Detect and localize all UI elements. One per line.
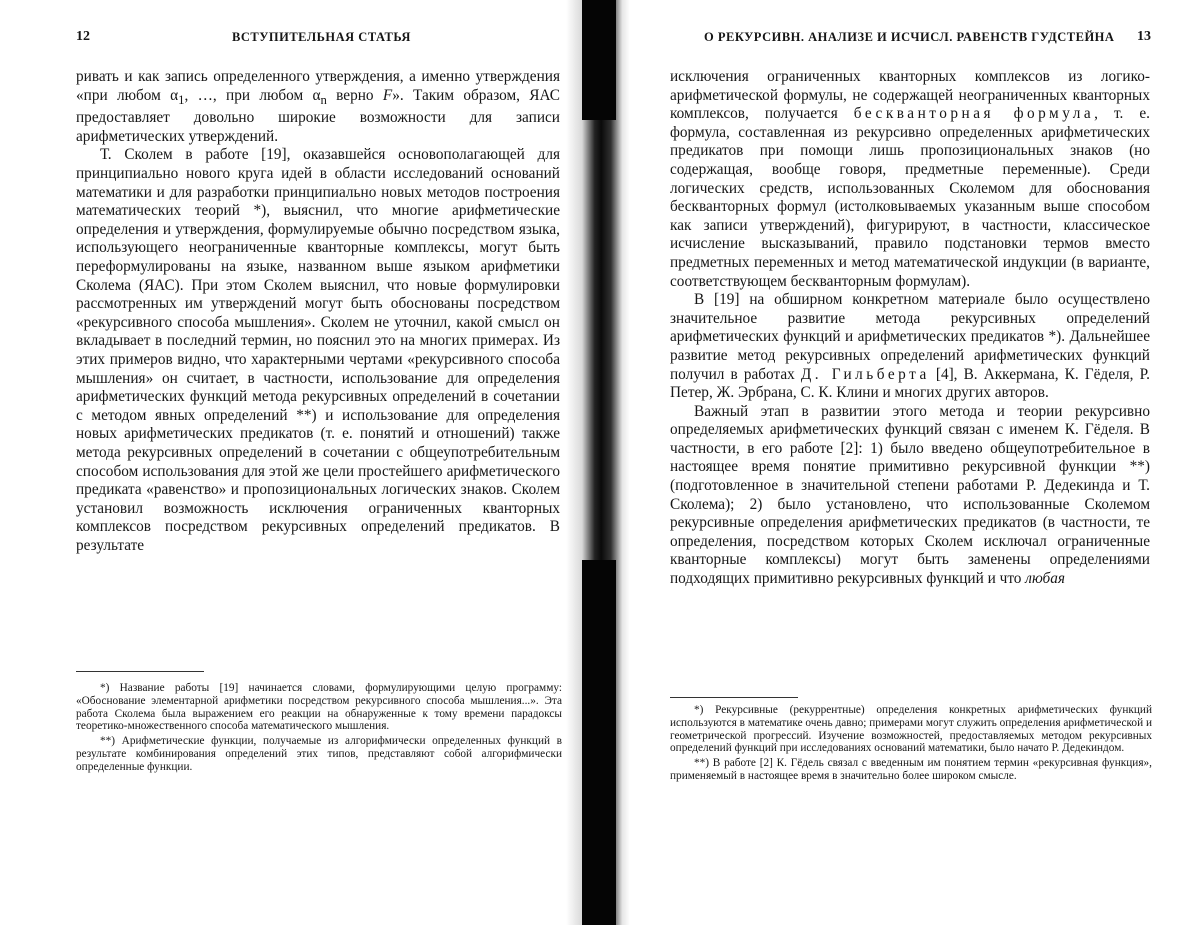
left-page-body <box>76 68 560 555</box>
text-run: F <box>382 86 393 104</box>
footnote: **) В работе [2] К. Гёдель связал с введенным им понятием термин «рекурсивная функция», применяемый в настоящее время в значительно более широком смысле. <box>670 757 1152 782</box>
right-page-footnotes <box>670 704 1152 783</box>
text-run: бескванторная формула <box>853 105 1095 123</box>
right-page <box>608 0 1200 925</box>
footnote: *) Название работы [19] начинается словами, формулирующими целую программу: «Обоснование элементарной арифметики посредством рекурсивного способа мышления...». Эта работа Сколема была выражением его реакции на обнаруженные к тому времени парадоксы теоретико-множественного способа математического мышления. <box>76 682 562 733</box>
running-head-left: ВСТУПИТЕЛЬНАЯ СТАТЬЯ <box>232 30 411 44</box>
text-run: [4], В. Аккермана, К. Гёделя, Р. Петер, Ж. Эрбрана, С. К. Клини и многих других авторов. <box>670 365 1150 402</box>
text-run: Д. Гильберта <box>800 365 930 383</box>
paragraph <box>76 68 560 146</box>
page-number-left: 12 <box>76 29 90 44</box>
text-run: , …, при любом α <box>184 86 321 104</box>
paragraph <box>670 291 1150 403</box>
footnote: *) Рекурсивные (рекуррентные) определения конкретных арифметических функций используются в математике очень давно; примерами могут служить определения арифметической и геометрической прогрессий. Изучение возможностей, предоставляемых методом рекурсивных определений функций при исследованиях оснований математики, было начато Р. Дедекиндом. <box>670 704 1152 755</box>
footnote-rule-left <box>76 671 204 672</box>
footnote: **) Арифметические функции, получаемые из алгорифмически определенных функций в результате комбинирования определений этих типов, представляют собой алгорифмически определенные функции. <box>76 735 562 773</box>
text-run: Важный этап в развитии этого метода и теории рекурсивно определяемых арифметических функций связан с именем К. Гёделя. В частности, в его работе [2]: 1) было введено общеупотребительное в настоящее время понятие примитивно рекурсивной функции **) (подготовленное в значительной степени работами Р. Дедекинда и Т. Сколема); 2) было установлено, что использованные Сколемом рекурсивные определения арифметических предикатов (в частности, те определения, посредством которых Сколем исключал ограниченные кванторные комплексы) могут быть заменены определениями подходящих примитивно рекурсивных функций и что <box>670 402 1150 588</box>
paragraph <box>670 68 1150 291</box>
text-run: В [19] на обширном конкретном материале было осуществлено значительное развитие метода рекурсивных определений арифметических функций и арифметических предикатов *). Дальнейшее развитие метод рекурсивных определений арифметических функций получил в работах <box>670 291 1150 383</box>
text-run: исключения ограниченных кванторных комплексов из логико-арифметической формулы, не содержащей неограниченных кванторных комплексов, получается <box>670 68 1150 123</box>
text-run: верно <box>326 86 383 104</box>
text-run: ривать и как запись определенного утверждения, а именно утверждения «при любом α <box>76 68 560 104</box>
footnote-rule-right <box>670 697 798 698</box>
text-run: любая <box>1025 570 1065 588</box>
right-page-body <box>670 68 1150 589</box>
paragraph <box>76 146 560 555</box>
text-run: Т. Сколем в работе [19], оказавшейся основополагающей для принципиально нового круга идей в области исследований оснований математики и для разработки принципиально новых методов построения математических теорий *), выяснил, что многие арифметические определения и утверждения, формулируемые обычно посредством языка, использующего неограниченные кванторные комплексы, могут быть переформулированы на языке, названном выше языком арифметики Сколема (ЯАС). При этом Сколем выяснил, что новые формулировки рассмотренных им утверждений могут быть обоснованы посредством «рекурсивного способа мышления». Сколем не уточнил, какой смысл он вкладывает в последний термин, но пояснил это на многих примерах. Из этих примеров видно, что характерными чертами «рекурсивного способа мышления» он считает, в частности, использование для определения арифметических функций метода рекурсивных определений в сочетании с методом явных определений **) и использование для определения новых арифметических предикатов (т. е. понятий и отношений) также метода рекурсивных определений в сочетании с общеупотребительным способом использования для этой же цели простейшего арифметического предиката «равенство» и пропозициональных логических знаков. Сколем установил возможность исключения ограниченных кванторных комплексов посредством рекурсивных определений предикатов. В результате <box>76 146 560 554</box>
running-head-right: О РЕКУРСИВН. АНАЛИЗЕ И ИСЧИСЛ. РАВЕНСТВ ГУДСТЕЙНА <box>704 30 1115 44</box>
text-run: , т. е. формула, составленная из рекурсивно определенных арифметических предикатов при помощи лишь пропозициональных знаков (но содержащая, вообще говоря, предметные переменные). Среди логических средств, использованных Сколемом для обоснования бескванторных формул (истолковываемых указанным выше способом как записи утверждений), фигурируют, в частности, классическое исчисление высказываний, правило подстановки термов вместо предметных переменных и метод математической индукции (в варианте, соответствующем бескванторным формулам). <box>670 105 1150 290</box>
left-page-footnotes <box>76 682 562 774</box>
text-run: n <box>320 92 327 107</box>
text-run: 1 <box>178 92 185 107</box>
page-number-right: 13 <box>1137 29 1151 44</box>
text-run: ». Таким образом, ЯАС предоставляет довольно широкие возможности для записи арифметических утверждений. <box>76 86 560 145</box>
paragraph <box>670 403 1150 589</box>
